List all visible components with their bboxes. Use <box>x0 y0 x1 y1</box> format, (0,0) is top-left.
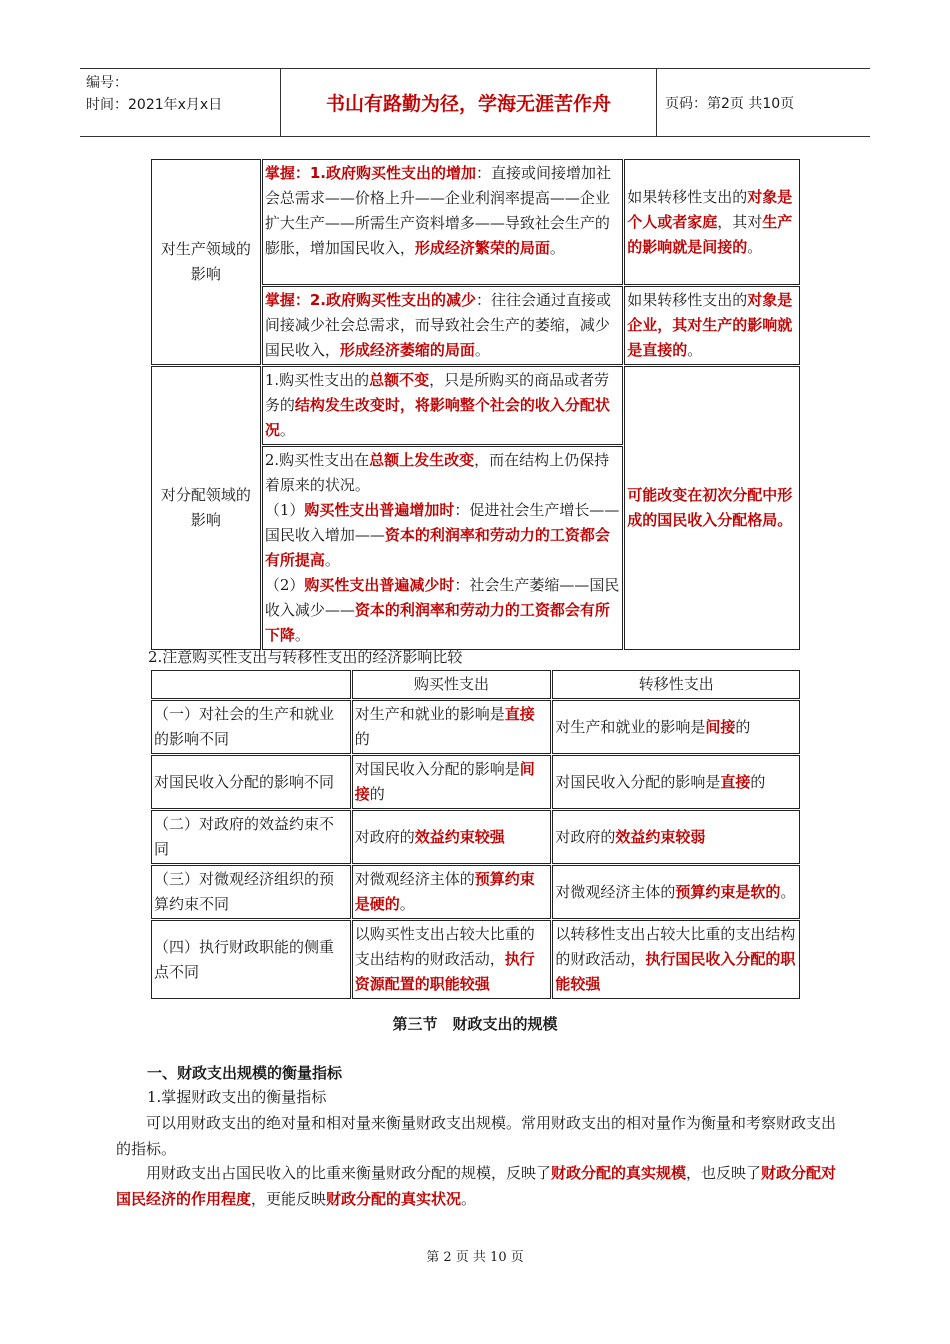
section-title: 第三节 财政支出的规模 <box>392 1015 558 1033</box>
purchase-cell: 对国民收入分配的影响是间接的 <box>352 755 552 809</box>
table-row <box>151 159 800 285</box>
table-row <box>151 865 800 919</box>
header-cell-transfer: 转移性支出 <box>552 670 800 699</box>
comparison-table <box>150 669 801 1000</box>
paragraph-highlighted: 用财政支出占国民收入的比重来衡量财政分配的规模，反映了财政分配的真实规模，也反映了财政分配对国民经济的作用程度，更能反映财政分配的真实状况。 <box>116 1164 837 1208</box>
distribution-total-cell <box>262 446 623 650</box>
area-distribution: 对分配领域的影响 <box>151 366 261 650</box>
distribution-structure-cell: 1.购买性支出的总额不变，只是所购买的商品或者劳务的结构发生改变时，将影响整个社会的收入分配状况。 <box>262 366 623 445</box>
production-decrease-cell: 掌握：2.政府购买性支出的减少：往往会通过直接或间接减少社会总需求，而导致社会生产的萎缩，减少国民收入，形成经济萎缩的局面。 <box>262 286 623 365</box>
row-label: （三）对微观经济组织的预算约束不同 <box>151 865 351 919</box>
page-header <box>80 68 870 137</box>
table-row <box>151 755 800 809</box>
row-label: （一）对社会的生产和就业的影响不同 <box>151 700 351 754</box>
area-production: 对生产领域的影响 <box>151 159 261 365</box>
table-row <box>151 700 800 754</box>
paragraph: 可以用财政支出的绝对量和相对量来衡量财政支出规模。常用财政支出的相对量作为衡量和考察财政支出的指标。 <box>116 1114 837 1158</box>
distribution-total-line: 2.购买性支出在总额上发生改变，而在结构上仍保持着原来的状况。 <box>264 451 610 494</box>
time-label: 时间：2021年x月x日 <box>86 97 223 113</box>
transfer-cell: 对国民收入分配的影响是直接的 <box>552 755 800 809</box>
purchase-cell: 对微观经济主体的预算约束是硬的。 <box>352 865 552 919</box>
production-increase-cell: 掌握：1.政府购买性支出的增加：直接或间接增加社会总需求——价格上升——企业利润率提高——企业扩大生产——所需生产资料增多——导致社会生产的膨胀，增加国民收入，形成经济繁荣的局面。 <box>262 159 623 285</box>
table-row <box>151 810 800 864</box>
header-meta <box>86 72 276 116</box>
comparison-note: 2.注意购买性支出与转移性支出的经济影响比较 <box>148 648 463 666</box>
purchase-cell: 对生产和就业的影响是直接的 <box>352 700 552 754</box>
transfer-cell: 对微观经济主体的预算约束是软的。 <box>552 865 800 919</box>
header-cell-purchase: 购买性支出 <box>352 670 552 699</box>
page-footer: 第 2 页 共 10 页 <box>426 1250 524 1265</box>
code-label: 编号： <box>86 75 128 91</box>
influence-table <box>150 158 801 651</box>
sub-heading: 1.掌握财政支出的衡量指标 <box>147 1088 327 1106</box>
production-side-2: 如果转移性支出的对象是企业，其对生产的影响就是直接的。 <box>624 286 800 365</box>
distribution-decrease-line: （2）购买性支出普遍减少时：社会生产萎缩——国民收入减少——资本的利润率和劳动力的工资都会有所下降。 <box>264 576 620 644</box>
production-side-1: 如果转移性支出的对象是个人或者家庭，其对生产的影响就是间接的。 <box>624 159 800 285</box>
row-label: （四）执行财政职能的侧重点不同 <box>151 920 351 999</box>
purchase-cell: 对政府的效益约束较强 <box>352 810 552 864</box>
section-heading: 一、财政支出规模的衡量指标 <box>147 1064 343 1082</box>
row-label: （二）对政府的效益约束不同 <box>151 810 351 864</box>
table-header-row <box>151 670 800 699</box>
row-label: 对国民收入分配的影响不同 <box>151 755 351 809</box>
table-row <box>151 920 800 999</box>
table-row <box>151 366 800 445</box>
transfer-cell: 对生产和就业的影响是间接的 <box>552 700 800 754</box>
header-page-info: 页码：第2页 共10页 <box>665 95 795 112</box>
header-cell-empty <box>151 670 351 699</box>
purchase-cell: 以购买性支出占较大比重的支出结构的财政活动，执行资源配置的职能较强 <box>352 920 552 999</box>
distribution-side: 可能改变在初次分配中形成的国民收入分配格局。 <box>624 366 800 650</box>
transfer-cell: 对政府的效益约束较弱 <box>552 810 800 864</box>
header-motto: 书山有路勤为径，学海无涯苦作舟 <box>280 69 657 136</box>
distribution-increase-line: （1）购买性支出普遍增加时：促进社会生产增长——国民收入增加——资本的利润率和劳动力的工资都会有所提高。 <box>264 501 620 569</box>
transfer-cell: 以转移性支出占较大比重的支出结构的财政活动，执行国民收入分配的职能较强 <box>552 920 800 999</box>
